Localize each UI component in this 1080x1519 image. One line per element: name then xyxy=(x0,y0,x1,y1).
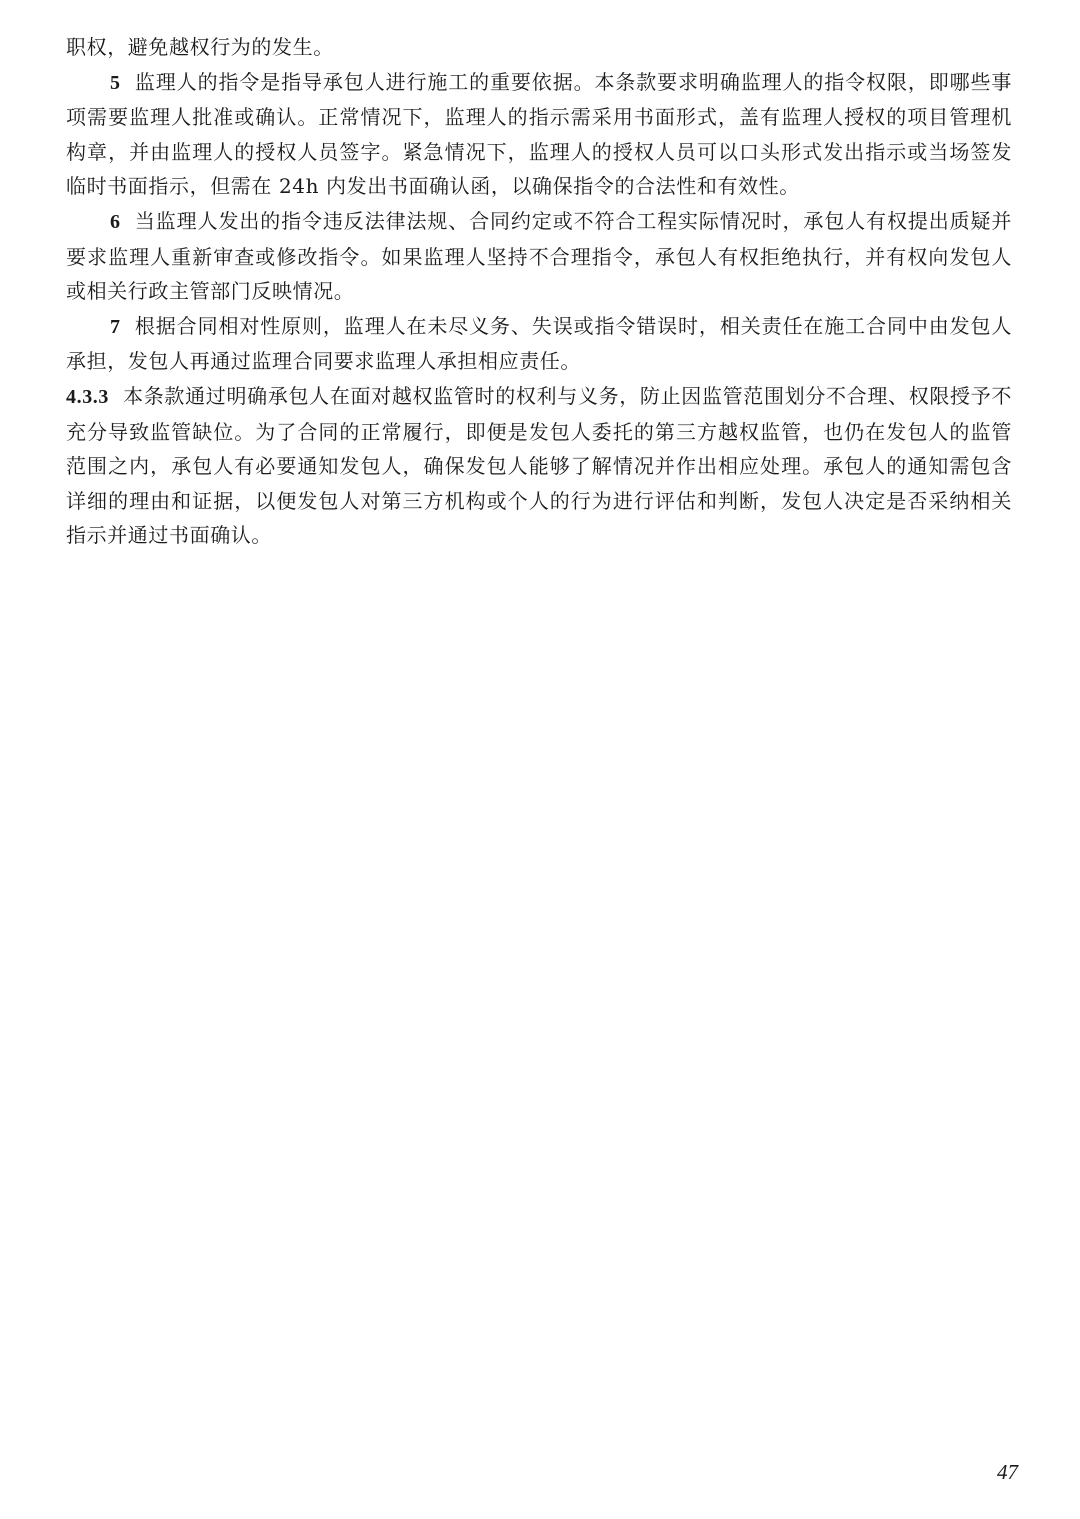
paragraph-item-7 xyxy=(66,309,1012,379)
paragraph-section-4-3-3 xyxy=(66,379,1012,553)
paragraph-text: 本条款通过明确承包人在面对越权监管时的权利与义务，防止因监管范围划分不合理、权限授予不充分导致监管缺位。为了合同的正常履行，即便是发包人委托的第三方越权监管，也仍在发包人的监管范围之内，承包人有必要通知发包人，确保发包人能够了解情况并作出相应处理。承包人的通知需包含详细的理由和证据，以便发包人对第三方机构或个人的行为进行评估和判断，发包人决定是否采纳相关指示并通过书面确认。 xyxy=(66,383,1012,548)
section-number: 4.3.3 xyxy=(66,385,109,408)
paragraph-continuation xyxy=(66,30,1012,65)
paragraph-text: 职权，避免越权行为的发生。 xyxy=(66,35,334,59)
paragraph-text: 根据合同相对性原则，监理人在未尽义务、失误或指令错误时，相关责任在施工合同中由发包人承担，发包人再通过监理合同要求监理人承担相应责任。 xyxy=(66,313,1012,374)
paragraph-text: 监理人的指令是指导承包人进行施工的重要依据。本条款要求明确监理人的指令权限，即哪些事项需要监理人批准或确认。正常情况下，监理人的指示需采用书面形式，盖有监理人授权的项目管理机构章，并由监理人的授权人员签字。紧急情况下，监理人的授权人员可以口头形式发出指示或当场签发临时书面指示，但需在 24h 内发出书面确认函，以确保指令的合法性和有效性。 xyxy=(66,69,1012,199)
paragraph-text: 当监理人发出的指令违反法律法规、合同约定或不符合工程实际情况时，承包人有权提出质疑并要求监理人重新审查或修改指令。如果监理人坚持不合理指令，承包人有权拒绝执行，并有权向发包人或相关行政主管部门反映情况。 xyxy=(66,208,1012,304)
page-number: 47 xyxy=(997,1460,1018,1484)
item-number: 6 xyxy=(110,210,121,233)
paragraph-item-5 xyxy=(66,65,1012,204)
item-number: 7 xyxy=(110,315,121,338)
document-body xyxy=(66,30,1012,553)
paragraph-item-6 xyxy=(66,204,1012,309)
item-number: 5 xyxy=(110,71,121,94)
